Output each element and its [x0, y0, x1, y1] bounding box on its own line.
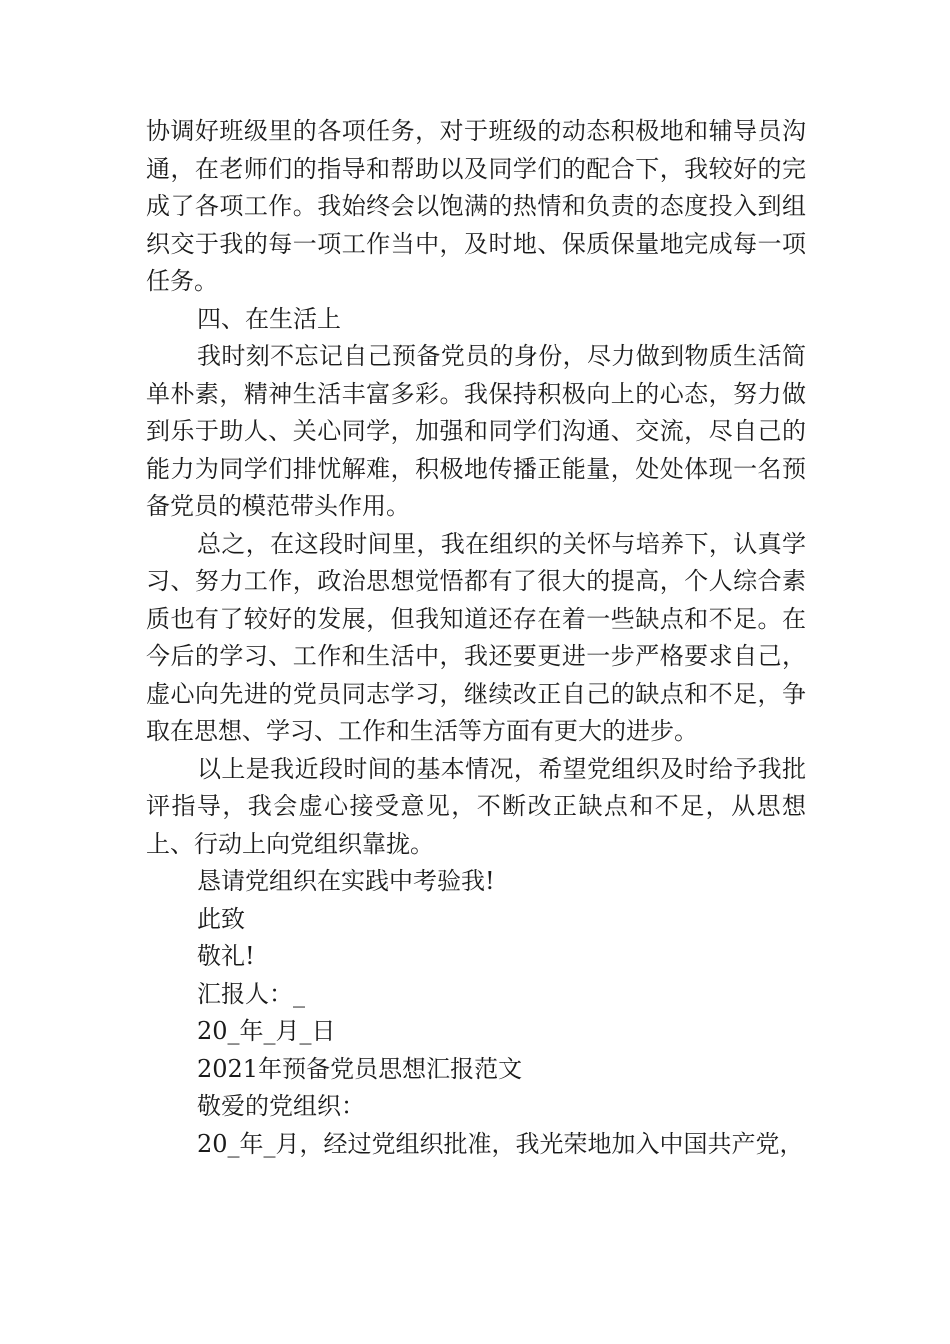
salutation-jing-li: 敬礼! [197, 942, 255, 970]
reporter-line: 汇报人：_ [197, 979, 305, 1008]
closing-plea: 恳请党组织在实践中考验我! [197, 867, 495, 895]
paragraph-work-continued: 协调好班级里的各项任务，对于班级的动态积极地和辅导员沟通，在老师们的指导和帮助以及同学们的配合下，我较好的完成了各项工作。我始终会以饱满的热情和负责的态度投入到组织交于我的每一项工作当中，及时地、保质保量地完成每一项任务。 [146, 117, 806, 295]
paragraph-summary: 总之，在这段时间里，我在组织的关怀与培养下，认真学习、努力工作，政治思想觉悟都有了很大的提高，个人综合素质也有了较好的发展，但我知道还存在着一些缺点和不足。在今后的学习、工作和生活中，我还要更进一步严格要求自己，虚心向先进的党员同志学习，继续改正自己的缺点和不足，争取在思想、学习、工作和生活等方面有更大的进步。 [146, 529, 806, 745]
paragraph-life: 我时刻不忘记自己预备党员的身份，尽力做到物质生活简单朴素，精神生活丰富多彩。我保持积极向上的心态，努力做到乐于助人、关心同学，加强和同学们沟通、交流，尽自己的能力为同学们排忧解难，积极地传播正能量，处处体现一名预备党员的模范带头作用。 [146, 342, 806, 520]
next-article-greeting: 敬爱的党组织： [197, 1092, 365, 1120]
next-article-title: 2021年预备党员思想汇报范文 [197, 1054, 523, 1083]
document-body [146, 113, 806, 1163]
section-heading-life: 四、在生活上 [197, 304, 341, 333]
paragraph-closing-request: 以上是我近段时间的基本情况，希望党组织及时给予我批评指导，我会虚心接受意见，不断改正缺点和不足，从思想上、行动上向党组织靠拢。 [146, 754, 806, 858]
salutation-ci-zhi: 此致 [197, 904, 245, 933]
next-article-first-line: 20_年_月，经过党组织批准，我光荣地加入中国共产党， [197, 1129, 804, 1158]
date-line: 20_年_月_日 [197, 1017, 336, 1045]
